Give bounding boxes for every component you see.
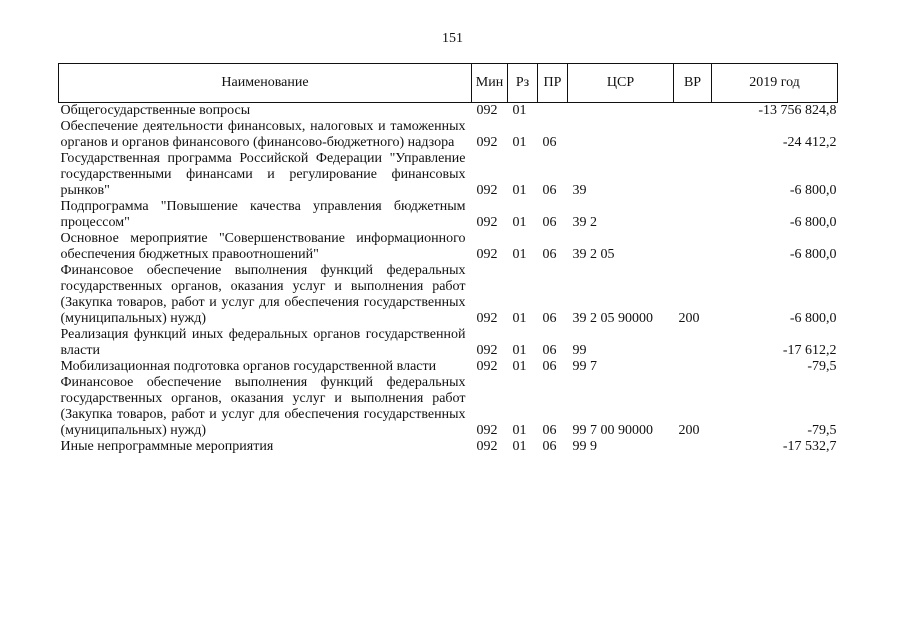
row-csr: 99 9: [572, 439, 597, 454]
row-min: 092: [476, 103, 498, 118]
row-min: 092: [476, 439, 498, 454]
header-csr: ЦСР: [568, 64, 674, 103]
row-vr: [674, 231, 712, 263]
header-row: [59, 64, 838, 103]
row-vr: [674, 151, 712, 199]
table-header: [59, 64, 838, 103]
row-csr: 99 7 00 90000: [572, 423, 653, 438]
row-rz: 01: [512, 135, 527, 150]
row-amount: -6 800,0: [789, 311, 837, 326]
row-pr: 06: [542, 423, 557, 438]
row-rz: 01: [512, 103, 527, 118]
row-min: 092: [476, 311, 498, 326]
table-row: [59, 231, 838, 263]
row-vr: [674, 199, 712, 231]
table-row: [59, 151, 838, 199]
budget-table: [58, 63, 838, 455]
row-amount: -24 412,2: [782, 135, 837, 150]
row-name: Общегосударственные вопросы: [60, 103, 251, 118]
row-rz: 01: [512, 183, 527, 198]
row-rz: 01: [512, 343, 527, 358]
row-pr: 06: [542, 135, 557, 150]
row-pr: 06: [542, 343, 557, 358]
row-rz: 01: [512, 247, 527, 262]
row-name: Финансовое обеспечение выполнения функций федеральных государственных органов, оказания услуг и выполнения работ (Закупка товаров, работ и услуг для обеспечения государственных (муниципальных) нужд): [60, 375, 466, 438]
row-min: 092: [476, 359, 498, 374]
row-pr: 06: [542, 439, 557, 454]
row-min: 092: [476, 423, 498, 438]
page-number: 151: [442, 31, 463, 46]
row-pr: 06: [542, 359, 557, 374]
row-vr: 200: [678, 423, 700, 438]
header-year: 2019 год: [712, 64, 838, 103]
row-rz: 01: [512, 215, 527, 230]
row-pr: [538, 103, 568, 120]
header-name: Наименование: [59, 64, 472, 103]
row-vr: [674, 119, 712, 151]
row-amount: -17 532,7: [782, 439, 837, 454]
row-pr: 06: [542, 311, 557, 326]
row-amount: -6 800,0: [789, 183, 837, 198]
header-vr: ВР: [674, 64, 712, 103]
row-vr: [674, 439, 712, 455]
table-body: [59, 103, 838, 456]
row-amount: -79,5: [807, 359, 837, 374]
header-min: Мин: [472, 64, 508, 103]
row-csr: 99 7: [572, 359, 597, 374]
row-name: Государственная программа Российской Федерации "Управление государственными финансами и регулирование финансовых рынков": [60, 151, 466, 198]
row-amount: -79,5: [807, 423, 837, 438]
row-rz: 01: [512, 439, 527, 454]
row-rz: 01: [512, 423, 527, 438]
row-rz: 01: [512, 359, 527, 374]
row-name: Обеспечение деятельности финансовых, налоговых и таможенных органов и органов финансового (финансово-бюджетного) надзора: [60, 119, 466, 150]
row-vr: [674, 327, 712, 359]
row-csr: 39 2 05: [572, 247, 615, 262]
table-row: [59, 375, 838, 439]
row-csr: 39 2 05 90000: [572, 311, 653, 326]
row-name: Мобилизационная подготовка органов государственной власти: [60, 359, 437, 374]
table-row: [59, 263, 838, 327]
row-min: 092: [476, 343, 498, 358]
row-pr: 06: [542, 215, 557, 230]
row-min: 092: [476, 183, 498, 198]
row-csr: 39: [572, 183, 587, 198]
row-name: Финансовое обеспечение выполнения функций федеральных государственных органов, оказания услуг и выполнения работ (Закупка товаров, работ и услуг для обеспечения государственных (муниципальных) нужд): [60, 263, 466, 326]
row-csr: [568, 119, 674, 151]
row-amount: -13 756 824,8: [758, 103, 837, 118]
row-amount: -6 800,0: [789, 215, 837, 230]
row-vr: 200: [678, 311, 700, 326]
row-min: 092: [476, 135, 498, 150]
row-rz: 01: [512, 311, 527, 326]
row-vr: [674, 359, 712, 375]
row-name: Реализация функций иных федеральных органов государственной власти: [60, 327, 466, 358]
row-pr: 06: [542, 247, 557, 262]
row-name: Подпрограмма "Повышение качества управления бюджетным процессом": [60, 199, 466, 230]
table-row: [59, 327, 838, 359]
row-min: 092: [476, 247, 498, 262]
row-amount: -6 800,0: [789, 247, 837, 262]
row-csr: 39 2: [572, 215, 597, 230]
row-amount: -17 612,2: [782, 343, 837, 358]
table-row: [59, 439, 838, 455]
table-row: [59, 199, 838, 231]
table-row: [59, 103, 838, 120]
row-csr: 99: [572, 343, 587, 358]
row-csr: [568, 103, 674, 120]
row-name: Иные непрограммные мероприятия: [60, 439, 274, 454]
row-name: Основное мероприятие "Совершенствование информационного обеспечения бюджетных правоотношений": [60, 231, 466, 262]
row-vr: [674, 103, 712, 120]
table-row: [59, 359, 838, 375]
table-row: [59, 119, 838, 151]
header-pr: ПР: [538, 64, 568, 103]
header-rz: Рз: [508, 64, 538, 103]
row-min: 092: [476, 215, 498, 230]
row-pr: 06: [542, 183, 557, 198]
